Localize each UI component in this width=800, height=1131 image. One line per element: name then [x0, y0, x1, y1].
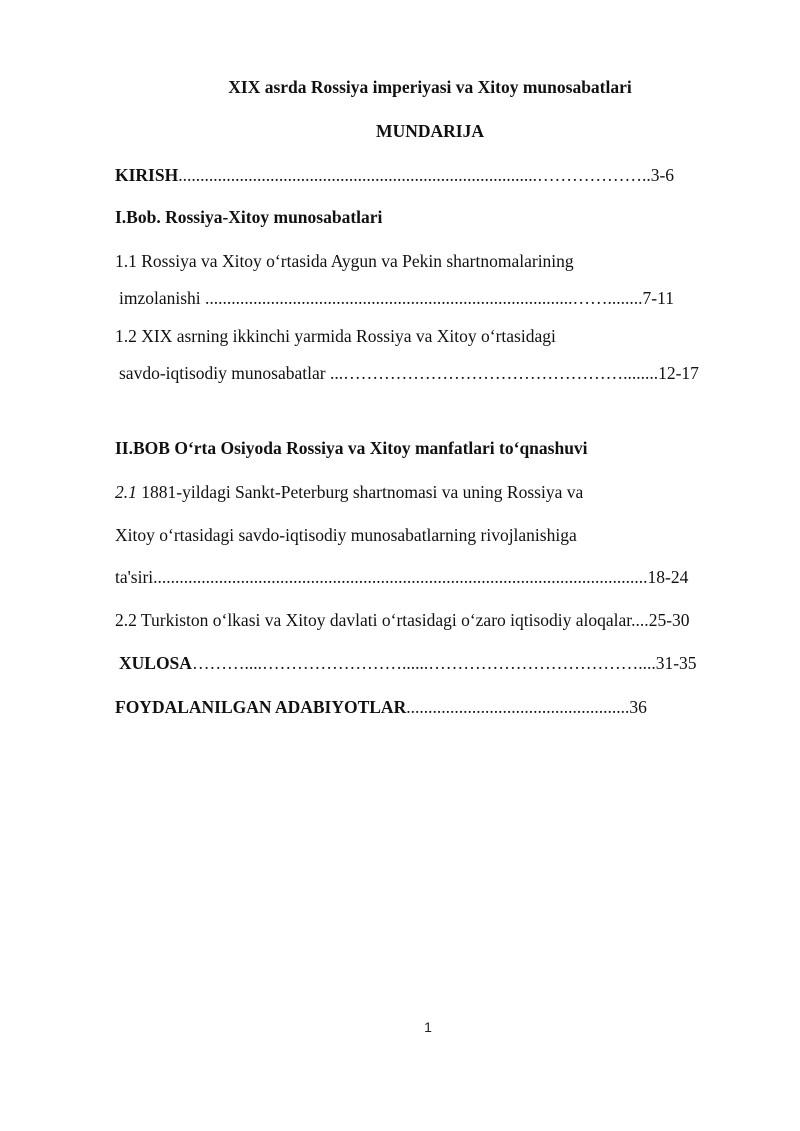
toc-entry-kirish [115, 165, 674, 185]
toc-entry-adabiyotlar [115, 697, 647, 717]
toc-page-number: 18-24 [647, 567, 689, 587]
toc-entry-label: FOYDALANILGAN ADABIYOTLAR [115, 697, 407, 717]
toc-section-2-2 [115, 610, 690, 630]
toc-page-number: 31-35 [655, 653, 697, 673]
toc-leader: ..................................................................................……………….. [178, 165, 651, 185]
toc-entry-text: ta'siri................................................................................................................. [115, 567, 648, 587]
toc-page-number: 25-30 [648, 610, 690, 630]
page-number: 1 [424, 1019, 432, 1035]
toc-entry-label: XULOSA [119, 653, 192, 673]
toc-leader: ………....……………………......……………………………….... [191, 653, 656, 673]
toc-entry-xulosa [119, 653, 697, 673]
toc-section-2-1-line-1 [115, 482, 583, 502]
toc-section-1-2-line-2 [119, 363, 699, 383]
toc-entry-text: 1881-yildagi Sankt-Peterburg shartnomasi va uning Rossiya va [136, 482, 584, 502]
toc-section-1-2-line-1: 1.2 XIX asrning ikkinchi yarmida Rossiya va Xitoy oʻrtasidagi [115, 326, 556, 346]
toc-page-number: 36 [629, 697, 647, 717]
toc-section-1-1-line-2 [119, 288, 674, 308]
toc-chapter-2: II.BOB Oʻrta Osiyoda Rossiya va Xitoy manfatlari toʻqnashuvi [115, 438, 588, 458]
toc-page-number: 12-17 [658, 363, 699, 383]
toc-entry-text: imzolanishi ....................................................................................……........ [119, 288, 643, 308]
toc-page-number: 7-11 [642, 288, 674, 308]
toc-entry-text: 2.2 Turkiston oʻlkasi va Xitoy davlati oʻrtasidagi oʻzaro iqtisodiy aloqalar.... [115, 610, 649, 630]
toc-section-1-1-line-1: 1.1 Rossiya va Xitoy oʻrtasida Aygun va Pekin shartnomalarining [115, 251, 574, 271]
toc-leader: ................................................... [406, 697, 630, 717]
document-title: XIX asrda Rossiya imperiyasi va Xitoy munosabatlari [228, 77, 632, 97]
toc-section-number: 2.1 [115, 482, 137, 502]
toc-section-2-1-line-2: Xitoy oʻrtasidagi savdo-iqtisodiy munosabatlarning rivojlanishiga [115, 525, 577, 545]
toc-entry-label: KIRISH [115, 165, 179, 185]
toc-page-number: 3-6 [650, 165, 675, 185]
toc-entry-text: savdo-iqtisodiy munosabatlar ...…………………………………………........ [119, 363, 659, 383]
toc-section-2-1-line-3 [115, 567, 688, 587]
toc-chapter-1: I.Bob. Rossiya-Xitoy munosabatlari [115, 207, 383, 227]
toc-heading: MUNDARIJA [376, 121, 484, 141]
